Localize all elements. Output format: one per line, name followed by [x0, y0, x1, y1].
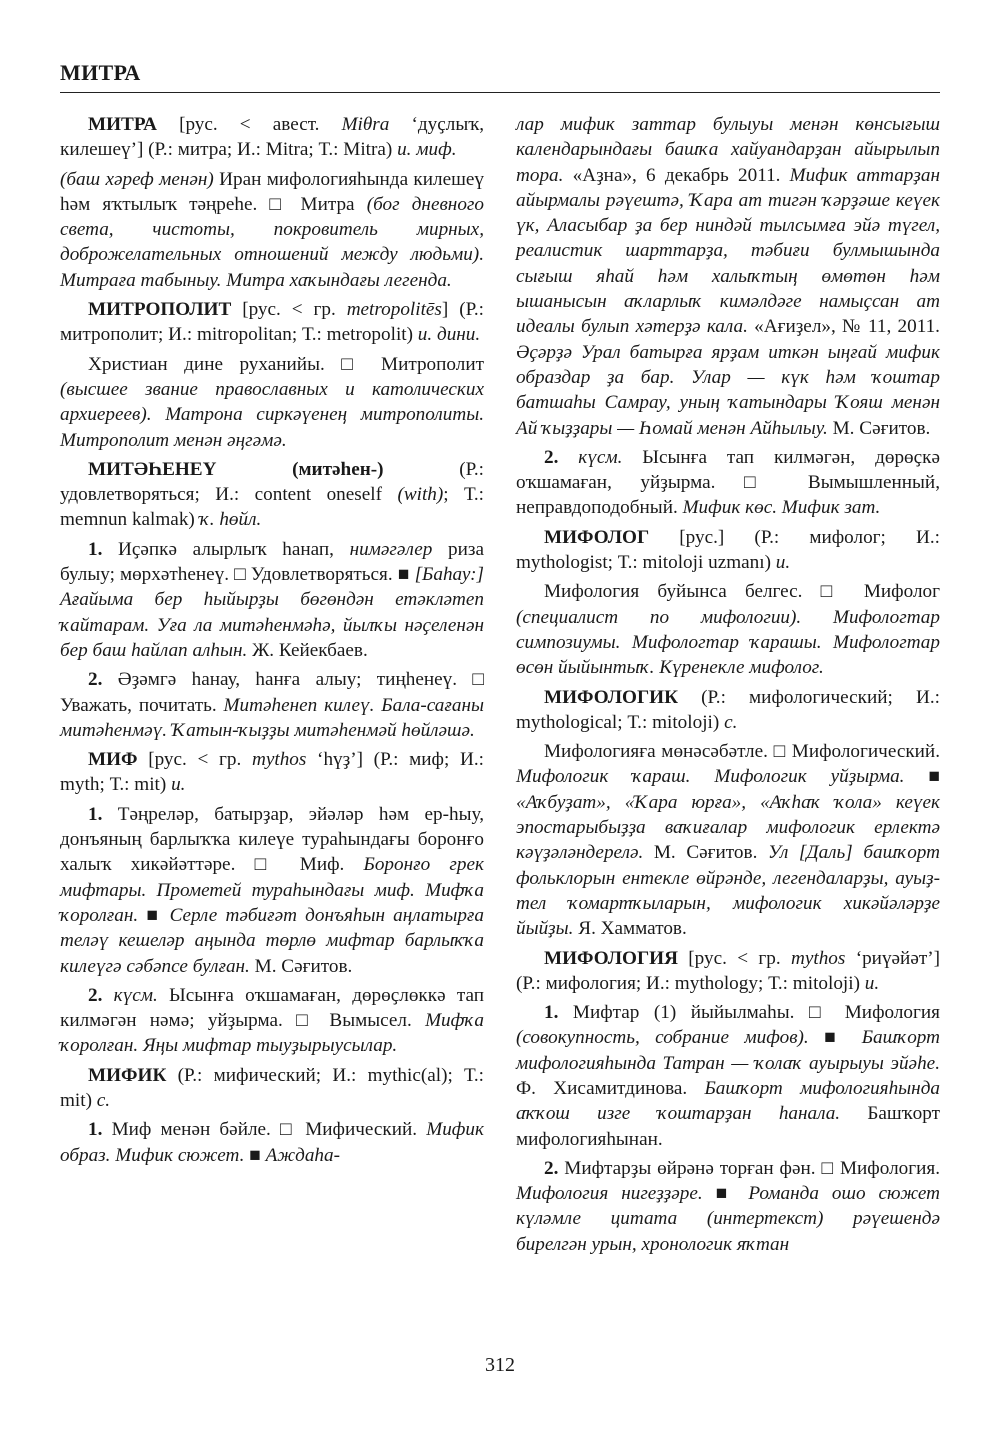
example-continuation: лар мифик заттар булыуы менән көнсығыш календарындағы башҡа хайуандарҙан айырылып тора. «Аҙна», 6 декабрь 2011. Мифик аттарҙан айырмалы рәүештә, Ҡара ат тигән ҡәрҙәше кеүек үк, Аласыбар ҙа бер ниндәй тылсымға эйә түгел, реалистик шарттарҙа, тәбиғи булмышында сығыш яһай һәм халыҡтың өмөтөн һәм ышанысын аҡларлыҡ кимәлдәге намыҫсан ат идеалы булып хәтерҙә кала. «Ағиҙел», № 11, 2011. Әҫәрҙә Урал батырға ярҙам иткән ыңғай мифик образдар ҙа бар. Улар — күк һәм ҡоштар батшаһы Самрау, уның ҡатындары Ҡояш менән Ай ҡыҙҙары — Һомай менән Айһылыу. М. Сәғитов. — [516, 114, 940, 439]
entry-mifik: МИФИК (Р.: мифический; И.: mythic(al); Т.: mit) с. — [60, 1064, 484, 1111]
entry-mifologik: МИФОЛОГИК (Р.: мифологический; И.: mythological; Т.: mitoloji) с. — [516, 686, 940, 733]
sense: 2. күсм. Ысынға оҡшамаған, дөрөҫлөккә тап килмәгән нәмә; уйҙырма. □ Вымысел. Мифҡа ҡоролған. Яңы мифтар тыуҙырыусылар. — [60, 984, 484, 1057]
left-column — [60, 112, 484, 1172]
definition: Мифологияға мөнәсәбәтле. □ Мифологический. Мифологик ҡараш. Мифологик уйҙырма. ■ «Аҡбуҙат», «Ҡара юрға», «Аҡһаҡ ҡола» кеүек эпостарыбыҙҙа ваҡиғалар мифологик ерлектә кәүҙәләндерелә. М. Сәғитов. Ул [Даль] башҡорт фольклорын ентекле өйрәнде, легендаларҙы, ауыҙ-тел ҡомартҡыларын, мифологик хикәйәләрҙе йыйҙы. Я. Хамматов. — [516, 741, 940, 940]
entry-mifolog: МИФОЛОГ [рус.] (Р.: мифолог; И.: mythologist; Т.: mitoloji uzmanı) и. — [516, 526, 940, 574]
headword: МИФИК — [88, 1064, 167, 1086]
headword: МИФОЛОГ — [544, 526, 650, 548]
entry-mif: МИФ [рус. < гр. mythos ‘һүҙ’] (Р.: миф; И.: myth; Т.: mit) и. — [60, 749, 484, 796]
right-column — [516, 112, 940, 1261]
headword: МИТРА — [88, 114, 157, 135]
entry-mitropolit: МИТРОПОЛИТ [рус. < гр. metropolitēs] (Р.: митрополит; И.: mitropolitan; Т.: metropolit) и. дини. — [60, 299, 485, 346]
sense: 1. Иҫәпкә алырлыҡ һанап, нимәгәлер риза булыу; мөрхәтһенеү. □ Удовлетворяться. ■ [Баһау:] Ағайыма бер һыйырҙы бөгөндән етәкләтеп ҡайтарам. Уға ла митәһенмәһә, йылҡы нәҫеленән бер баш һайлап алһын. Ж. Кейекбаев. — [60, 538, 484, 661]
sense: 1. Мифтар (1) йыйылмаһы. □ Мифология (совокупность, собрание мифов). ■ Башҡорт мифологияһында Татран — ҡолаҡ ауырыуы эйәһе. Ф. Хисамитдинова. Башҡорт мифологияһында аҡҡош изге ҡоштарҙан һанала. Башҡорт мифологияһынан. — [516, 1002, 941, 1150]
definition: Христиан дине руханийы. □ Митрополит (высшее звание православных и католических архиереев). Матрона сиркәүенең митрополиты. Митрополит менән әңгәмә. — [60, 353, 484, 451]
definition: (баш хәреф менән) Иран мифологияһында килешеү һәм яҡтылыҡ тәңреһе. □ Митра (бог дневного света, чистоты, покровитель мирных, доброжелательных отношений между людьми). Митраға табыныу. Митра хаҡындағы легенда. — [60, 168, 484, 291]
sense: 1. Миф менән бәйле. □ Мифический. Мифик образ. Мифик сюжет. ■ Аждаһа- — [60, 1119, 484, 1166]
entry-mifologiya: МИФОЛОГИЯ [рус. < гр. mythos ‘риүәйәт’] (Р.: мифология; И.: mythology; Т.: mitoloji) и. — [516, 947, 941, 994]
headword: МИТӘҺЕНЕҮ (митәһен-) — [88, 458, 384, 480]
sense: 2. Әҙәмгә һанау, һанға алыу; тиңһенеү. □ Уважать, почитать. Митәһенеп килеү. Бала-сағаны митәһенмәү. Ҡатын-ҡыҙҙы митәһенмәй һөйләшә. — [60, 669, 484, 741]
page-number: 312 — [485, 1354, 515, 1376]
definition: Мифология буйынса белгес. □ Мифолог (специалист по мифологии). Мифологтар симпозиумы. Мифологтар ҡарашы. Мифологтар өсөн йыйынтыҡ. Күренекле мифолог. — [516, 581, 940, 679]
entry-mitra: МИТРА [рус. < авест. Miθra ‘дуҫлыҡ, килешеү’] (Р.: митра; И.: Mitra; Т.: Mitra) и. миф. — [60, 114, 485, 161]
headword: МИФ — [88, 749, 138, 771]
sense: 1. Тәңреләр, батырҙар, эйәләр һәм ер-һыу, донъяның барлыҡҡа килеүе тураһындағы боронғо халыҡ хикәйәттәре. □ Миф. Боронғо грек мифтары. Прометей тураһындағы миф. Мифҡа ҡоролған. ■ Серле тәбиғәт донъяһын аңлатырға теләү кешеләр аңында төрлө мифтар барлыҡҡа килеүгә сәбәпсе булған. М. Сәғитов. — [60, 803, 485, 977]
headword: МИТРОПОЛИТ — [88, 299, 232, 321]
sense: 2. күсм. Ысынға тап килмәгән, дөрөҫкә оҡшамаған, уйҙырма. □ Вымышленный, неправдоподобный. Мифик көс. Мифик зат. — [516, 446, 940, 519]
running-header: МИТРА — [60, 60, 141, 85]
header-rule — [60, 92, 940, 93]
sense: 2. Мифтарҙы өйрәнә торған фән. □ Мифология. Мифология нигеҙҙәре. ■ Романда ошо сюжет күләмле цитата (интертекст) рәүешендә бирелгән урын, хронологик яҡтан — [516, 1157, 941, 1255]
headword: МИФОЛОГИЯ — [544, 947, 678, 969]
entry-mitaheneu: МИТӘҺЕНЕҮ (митәһен-) (Р.: удовлетворяться; И.: content oneself (with); Т.: memnun kalmak) ҡ. һөйл. — [60, 458, 484, 531]
headword: МИФОЛОГИК — [544, 686, 678, 708]
